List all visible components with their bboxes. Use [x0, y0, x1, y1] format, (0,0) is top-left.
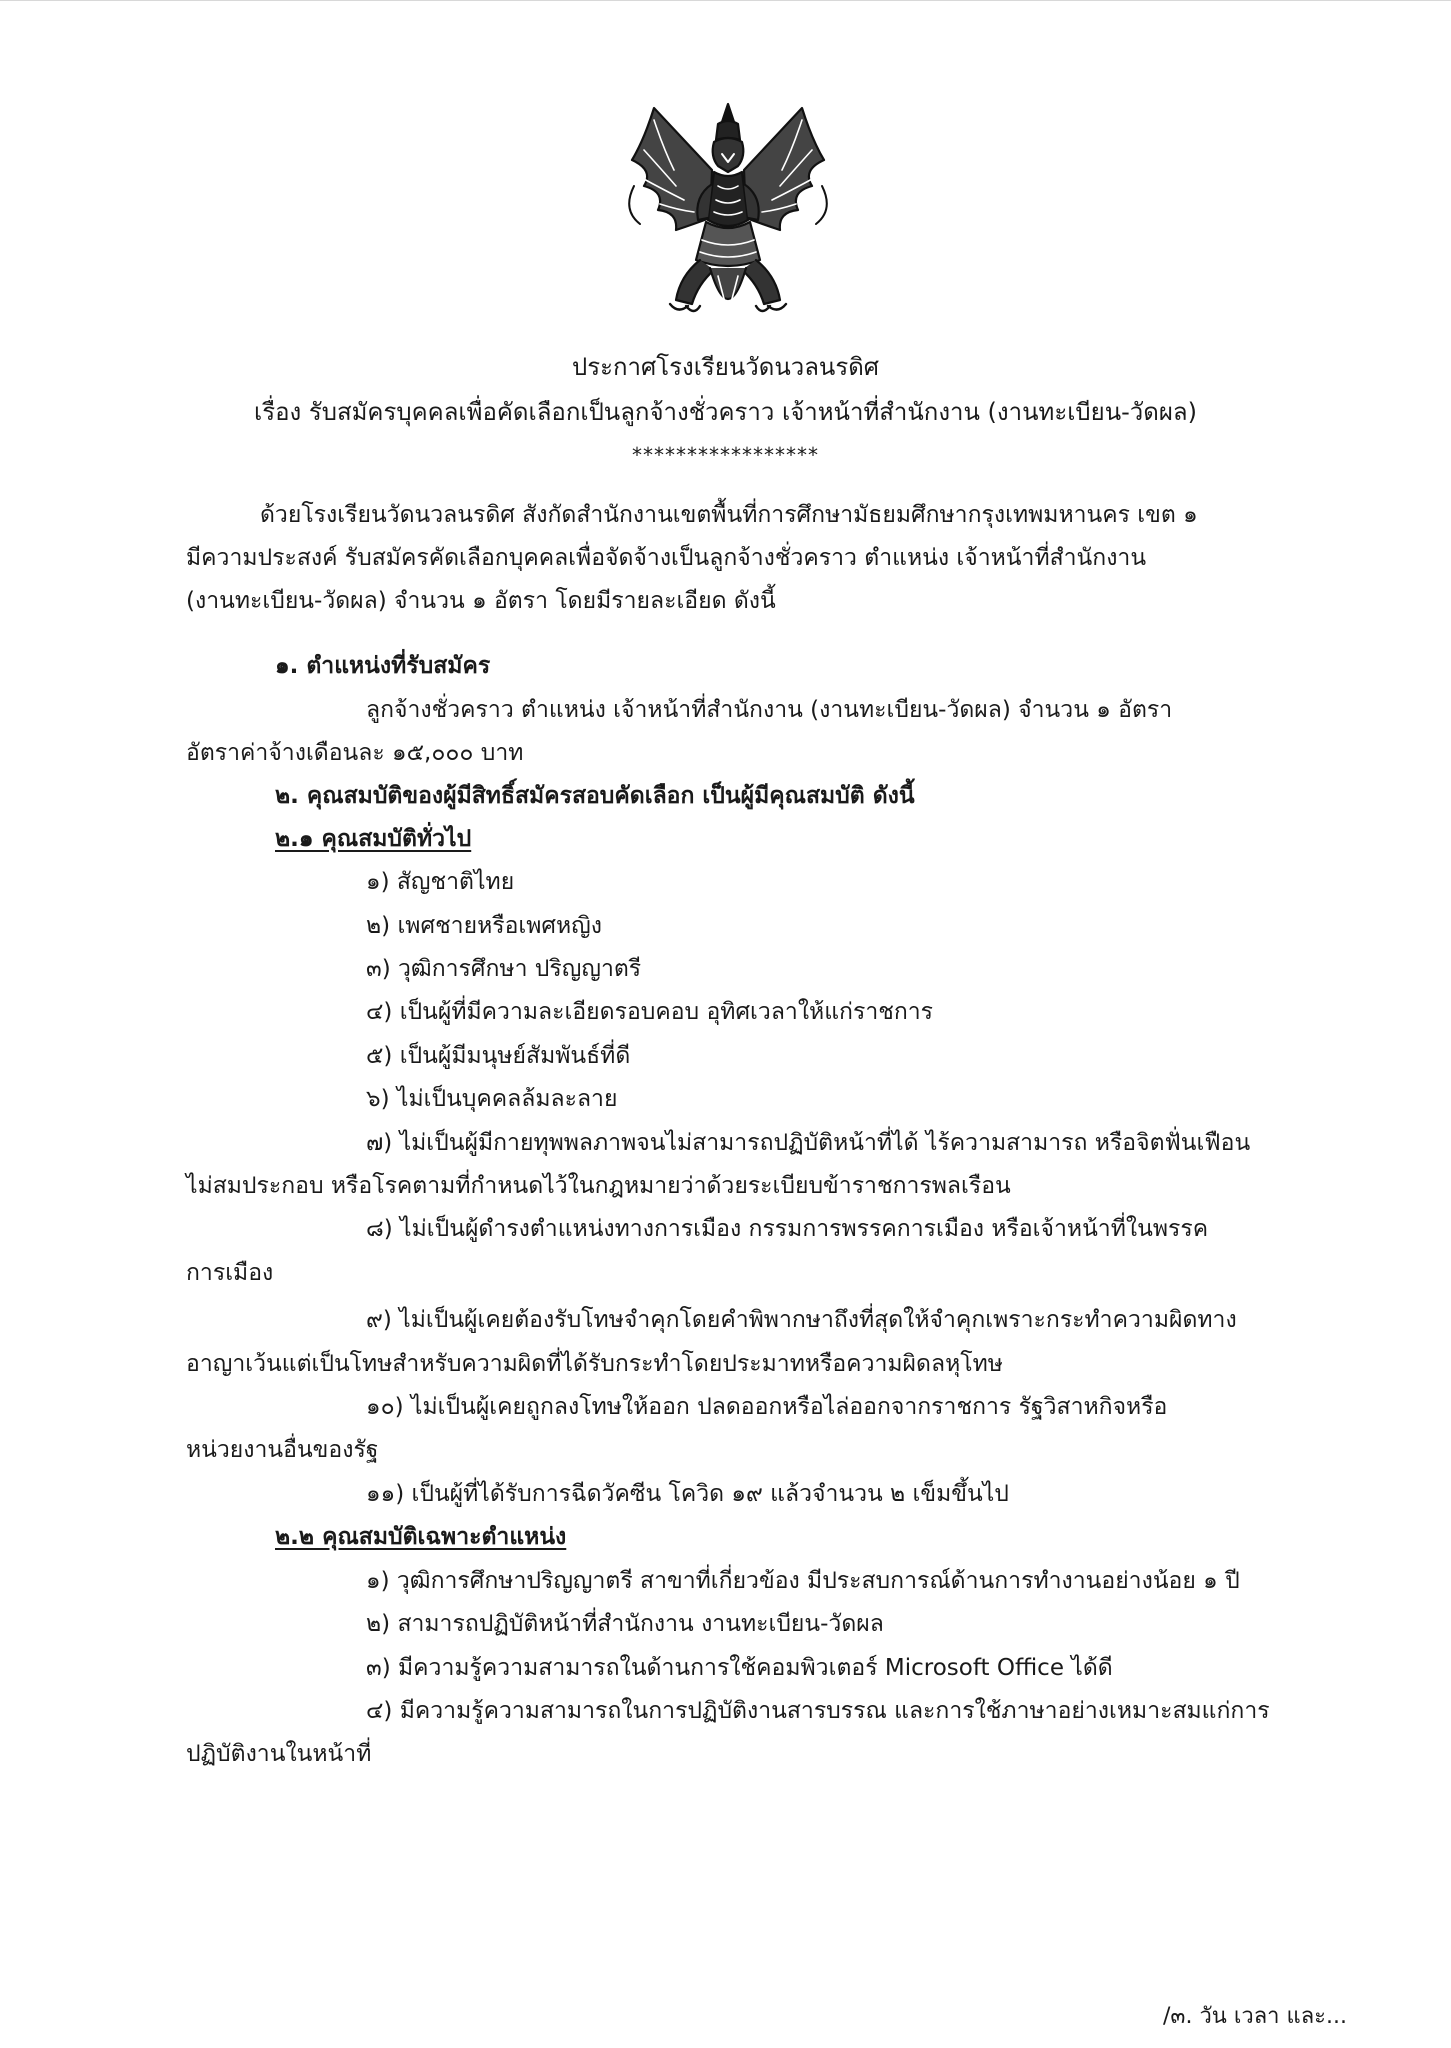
- specific-item-1: ๑) วุฒิการศึกษาปริญญาตรี สาขาที่เกี่ยวข้อง มีประสบการณ์ด้านการทำงานอย่างน้อย ๑ ปี: [366, 1568, 1240, 1594]
- general-item-7-cont: ไม่สมประกอบ หรือโรคตามที่กำหนดไว้ในกฎหมายว่าด้วยระเบียบข้าราชการพลเรือน: [186, 1173, 1011, 1199]
- intro-line-3: (งานทะเบียน-วัดผล) จำนวน ๑ อัตรา โดยมีรายละเอียด ดังนี้: [186, 588, 776, 614]
- page-continuation-note: /๓. วัน เวลา และ...: [1163, 2004, 1347, 2029]
- scan-edge-line: [0, 0, 1451, 1]
- announcement-title: ประกาศโรงเรียนวัดนวลนรดิศ: [571, 353, 880, 381]
- general-item-3: ๓) วุฒิการศึกษา ปริญญาตรี: [366, 956, 642, 982]
- general-item-9-cont: อาญาเว้นแต่เป็นโทษสำหรับความผิดที่ได้รับกระทำโดยประมาทหรือความผิดลหุโทษ: [186, 1351, 1003, 1377]
- section1-line-2: อัตราค่าจ้างเดือนละ ๑๕,๐๐๐ บาท: [186, 740, 524, 766]
- general-item-4: ๔) เป็นผู้ที่มีความละเอียดรอบคอบ อุทิศเวลาให้แก่ราชการ: [366, 999, 934, 1025]
- general-item-9: ๙) ไม่เป็นผู้เคยต้องรับโทษจำคุกโดยคำพิพากษาถึงที่สุดให้จำคุกเพราะกระทำความผิดทาง: [366, 1307, 1237, 1333]
- general-item-10-cont: หน่วยงานอื่นของรัฐ: [186, 1437, 379, 1463]
- specific-item-2: ๒) สามารถปฏิบัติหน้าที่สำนักงาน งานทะเบียน-วัดผล: [366, 1611, 884, 1637]
- general-item-2: ๒) เพศชายหรือเพศหญิง: [366, 913, 603, 939]
- specific-item-4-cont: ปฏิบัติงานในหน้าที่: [186, 1741, 372, 1767]
- specific-item-3: ๓) มีความรู้ความสามารถในด้านการใช้คอมพิวเตอร์ Microsoft Office ได้ดี: [366, 1655, 1113, 1681]
- intro-line-1: ด้วยโรงเรียนวัดนวลนรดิศ สังกัดสำนักงานเขตพื้นที่การศึกษามัธยมศึกษากรุงเทพมหานคร เขต ๑: [260, 502, 1198, 528]
- specific-qualifications-heading: ๒.๒ คุณสมบัติเฉพาะตำแหน่ง: [275, 1524, 567, 1550]
- general-item-6: ๖) ไม่เป็นบุคคลล้มละลาย: [366, 1086, 618, 1112]
- specific-item-4: ๔) มีความรู้ความสามารถในการปฏิบัติงานสารบรรณ และการใช้ภาษาอย่างเหมาะสมแก่การ: [366, 1698, 1270, 1724]
- section2-heading: ๒. คุณสมบัติของผู้มีสิทธิ์สมัครสอบคัดเลือก เป็นผู้มีคุณสมบัติ ดังนี้: [275, 783, 915, 809]
- announcement-subject: เรื่อง รับสมัครบุคคลเพื่อคัดเลือกเป็นลูกจ้างชั่วคราว เจ้าหน้าที่สำนักงาน (งานทะเบียน-วัดผล): [253, 398, 1197, 426]
- section1-heading: ๑. ตำแหน่งที่รับสมัคร: [275, 653, 491, 679]
- general-item-7: ๗) ไม่เป็นผู้มีกายทุพพลภาพจนไม่สามารถปฏิบัติหน้าที่ได้ ไร้ความสามารถ หรือจิตฟั่นเฟือน: [366, 1130, 1251, 1156]
- general-item-8: ๘) ไม่เป็นผู้ดำรงตำแหน่งทางการเมือง กรรมการพรรคการเมือง หรือเจ้าหน้าที่ในพรรค: [366, 1216, 1209, 1242]
- general-item-10: ๑๐) ไม่เป็นผู้เคยถูกลงโทษให้ออก ปลดออกหรือไล่ออกจากราชการ รัฐวิสาหกิจหรือ: [366, 1394, 1168, 1420]
- intro-line-2: มีความประสงค์ รับสมัครคัดเลือกบุคคลเพื่อจัดจ้างเป็นลูกจ้างชั่วคราว ตำแหน่ง เจ้าหน้าที่สำนักงาน: [186, 545, 1147, 571]
- section1-line-1: ลูกจ้างชั่วคราว ตำแหน่ง เจ้าหน้าที่สำนักงาน (งานทะเบียน-วัดผล) จำนวน ๑ อัตรา: [366, 697, 1173, 723]
- general-item-11: ๑๑) เป็นผู้ที่ได้รับการฉีดวัคซีน โควิด ๑๙ แล้วจำนวน ๒ เข็มขึ้นไป: [366, 1481, 1009, 1507]
- separator-stars: *****************: [632, 443, 819, 467]
- general-item-1: ๑) สัญชาติไทย: [366, 869, 515, 895]
- general-item-5: ๕) เป็นผู้มีมนุษย์สัมพันธ์ที่ดี: [366, 1043, 631, 1069]
- general-item-8-cont: การเมือง: [186, 1260, 274, 1286]
- garuda-emblem-icon: [614, 100, 842, 336]
- general-qualifications-heading: ๒.๑ คุณสมบัติทั่วไป: [275, 826, 472, 852]
